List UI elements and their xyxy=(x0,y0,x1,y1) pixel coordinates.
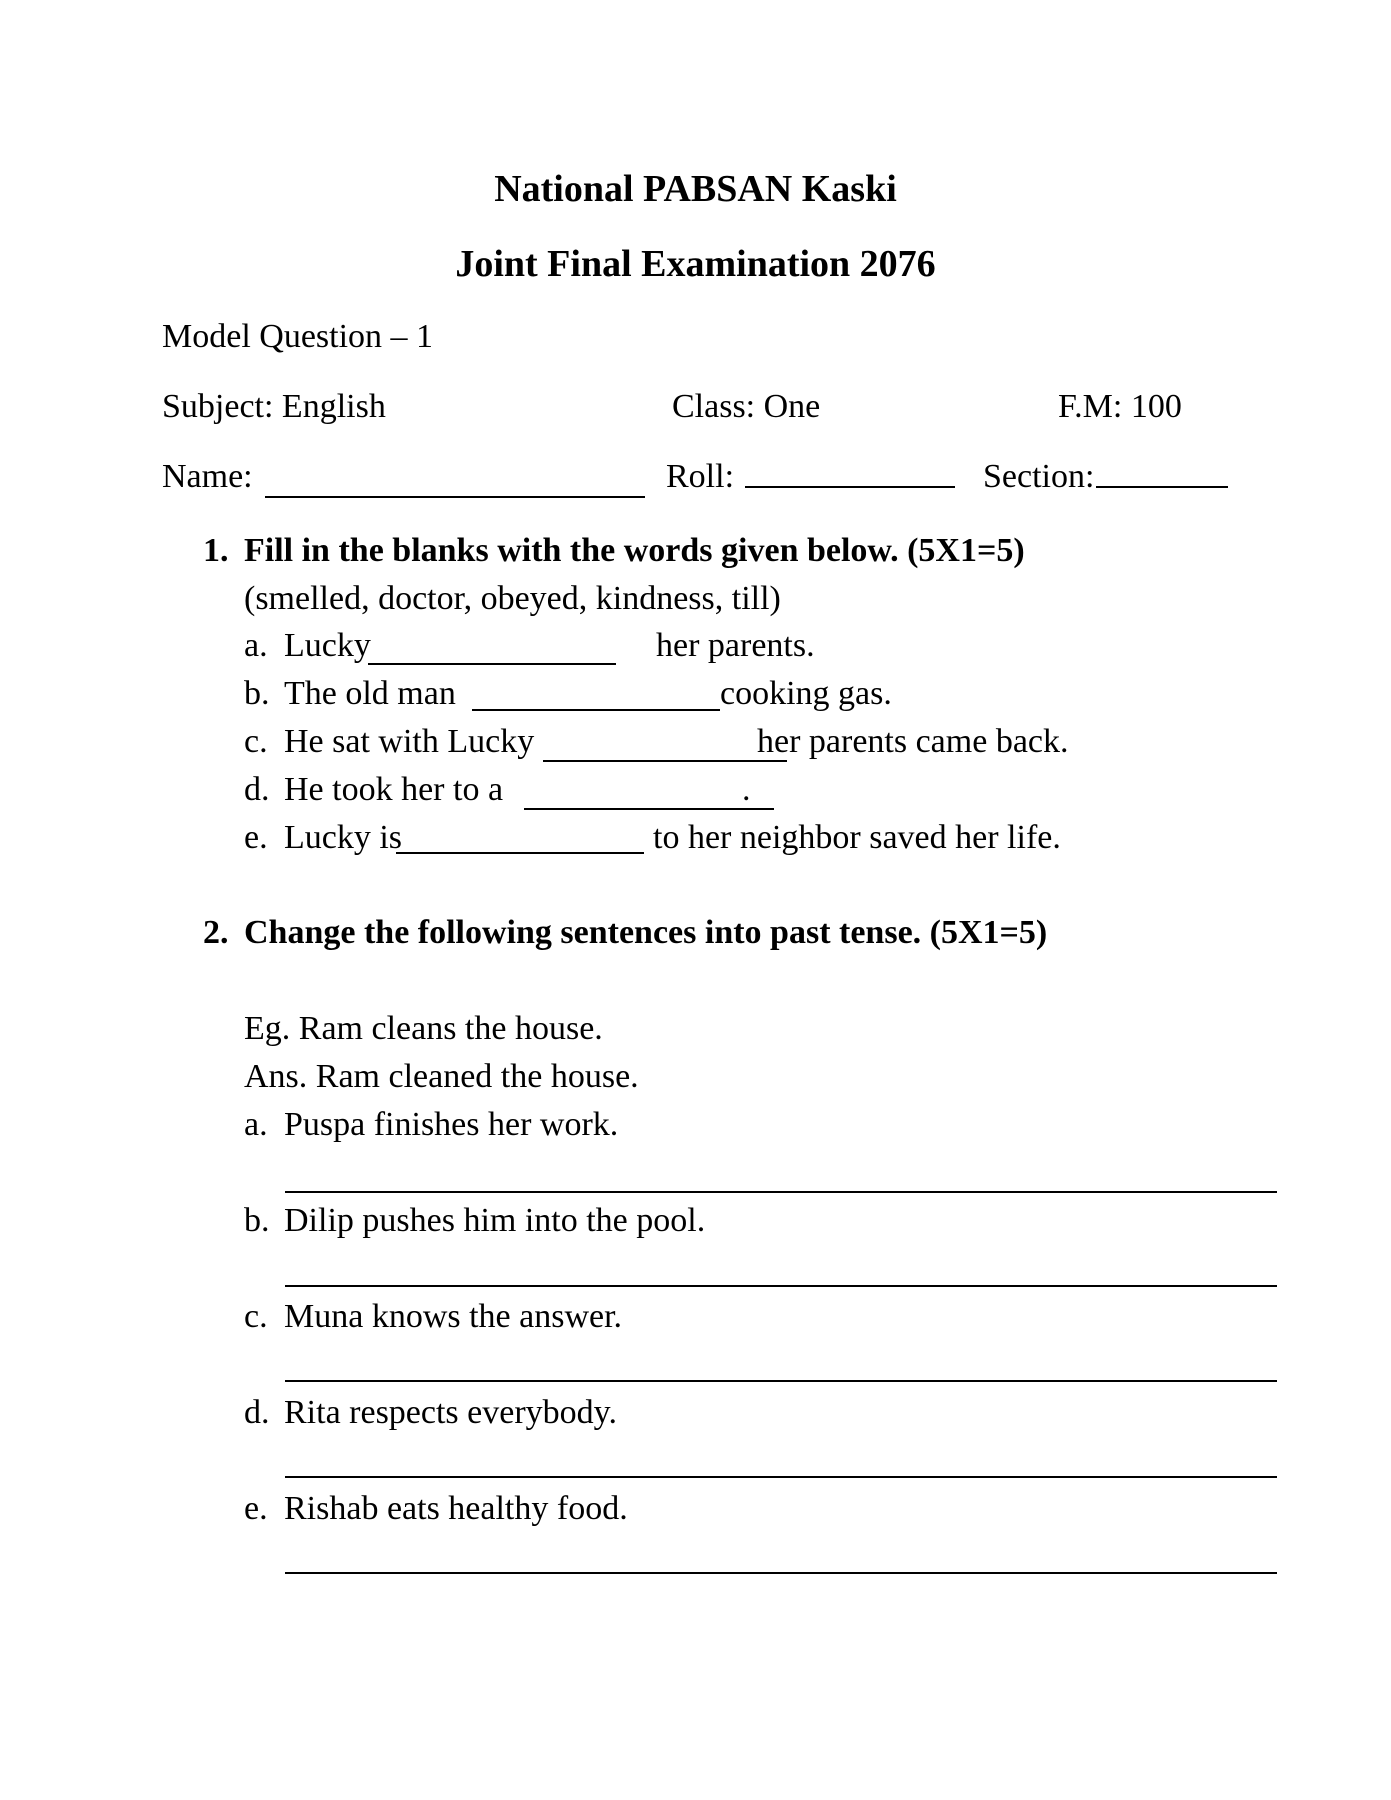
q2-item-letter: c. xyxy=(244,1298,268,1335)
q2-example-answer: Ans. Ram cleaned the house. xyxy=(244,1058,639,1095)
q2-item-text: Puspa finishes her work. xyxy=(284,1106,619,1143)
full-marks: F.M: 100 xyxy=(1058,388,1182,425)
q2-item-text: Rita respects everybody. xyxy=(284,1394,617,1431)
q1-item-blank[interactable] xyxy=(368,663,616,665)
q2-item-text: Muna knows the answer. xyxy=(284,1298,623,1335)
q2-answer-line[interactable] xyxy=(285,1285,1277,1287)
q1-item-before: Lucky is xyxy=(284,819,403,856)
q1-item-letter: c. xyxy=(244,723,268,760)
school-name: National PABSAN Kaski xyxy=(494,168,897,210)
q1-item-before: He took her to a xyxy=(284,771,504,808)
q1-word-bank: (smelled, doctor, obeyed, kindness, till) xyxy=(244,580,781,617)
q1-item-after: to her neighbor saved her life. xyxy=(653,819,1061,856)
q1-item-blank[interactable] xyxy=(543,760,787,762)
q2-answer-line[interactable] xyxy=(285,1476,1277,1478)
name-label: Name: xyxy=(162,458,253,495)
q1-item-before: The old man xyxy=(284,675,456,712)
q1-item-after: cooking gas. xyxy=(720,675,892,712)
roll-blank[interactable] xyxy=(745,486,955,488)
q1-heading: Fill in the blanks with the words given below. (5X1=5) xyxy=(244,532,1025,569)
q1-item-before: Lucky xyxy=(284,627,371,664)
subject-label: Subject: English xyxy=(162,388,386,425)
roll-label: Roll: xyxy=(666,458,735,495)
q2-item-letter: b. xyxy=(244,1202,270,1239)
q2-item-letter: e. xyxy=(244,1490,268,1527)
q2-item-letter: d. xyxy=(244,1394,270,1431)
model-question: Model Question – 1 xyxy=(162,318,434,355)
q1-item-letter: a. xyxy=(244,627,268,664)
q1-item-after: her parents came back. xyxy=(757,723,1069,760)
q2-item-letter: a. xyxy=(244,1106,268,1143)
q1-item-after: . xyxy=(742,771,751,808)
q1-item-blank[interactable] xyxy=(396,852,644,854)
section-blank[interactable] xyxy=(1096,486,1228,488)
q1-number: 1. xyxy=(203,532,229,569)
q2-item-text: Dilip pushes him into the pool. xyxy=(284,1202,706,1239)
section-label: Section: xyxy=(983,458,1095,495)
q2-example: Eg. Ram cleans the house. xyxy=(244,1010,603,1047)
q1-item-blank[interactable] xyxy=(524,808,774,810)
q1-item-letter: b. xyxy=(244,675,270,712)
q2-item-text: Rishab eats healthy food. xyxy=(284,1490,628,1527)
exam-title: Joint Final Examination 2076 xyxy=(455,243,936,285)
q2-heading: Change the following sentences into past tense. (5X1=5) xyxy=(244,914,1048,951)
q2-answer-line[interactable] xyxy=(285,1191,1277,1193)
q2-number: 2. xyxy=(203,914,229,951)
name-blank[interactable] xyxy=(265,496,645,498)
q1-item-blank[interactable] xyxy=(472,709,720,711)
class-label: Class: One xyxy=(672,388,821,425)
q2-answer-line[interactable] xyxy=(285,1572,1277,1574)
q2-answer-line[interactable] xyxy=(285,1380,1277,1382)
q1-item-letter: e. xyxy=(244,819,268,856)
q1-item-letter: d. xyxy=(244,771,270,808)
q1-item-after: her parents. xyxy=(656,627,815,664)
q1-item-before: He sat with Lucky xyxy=(284,723,535,760)
